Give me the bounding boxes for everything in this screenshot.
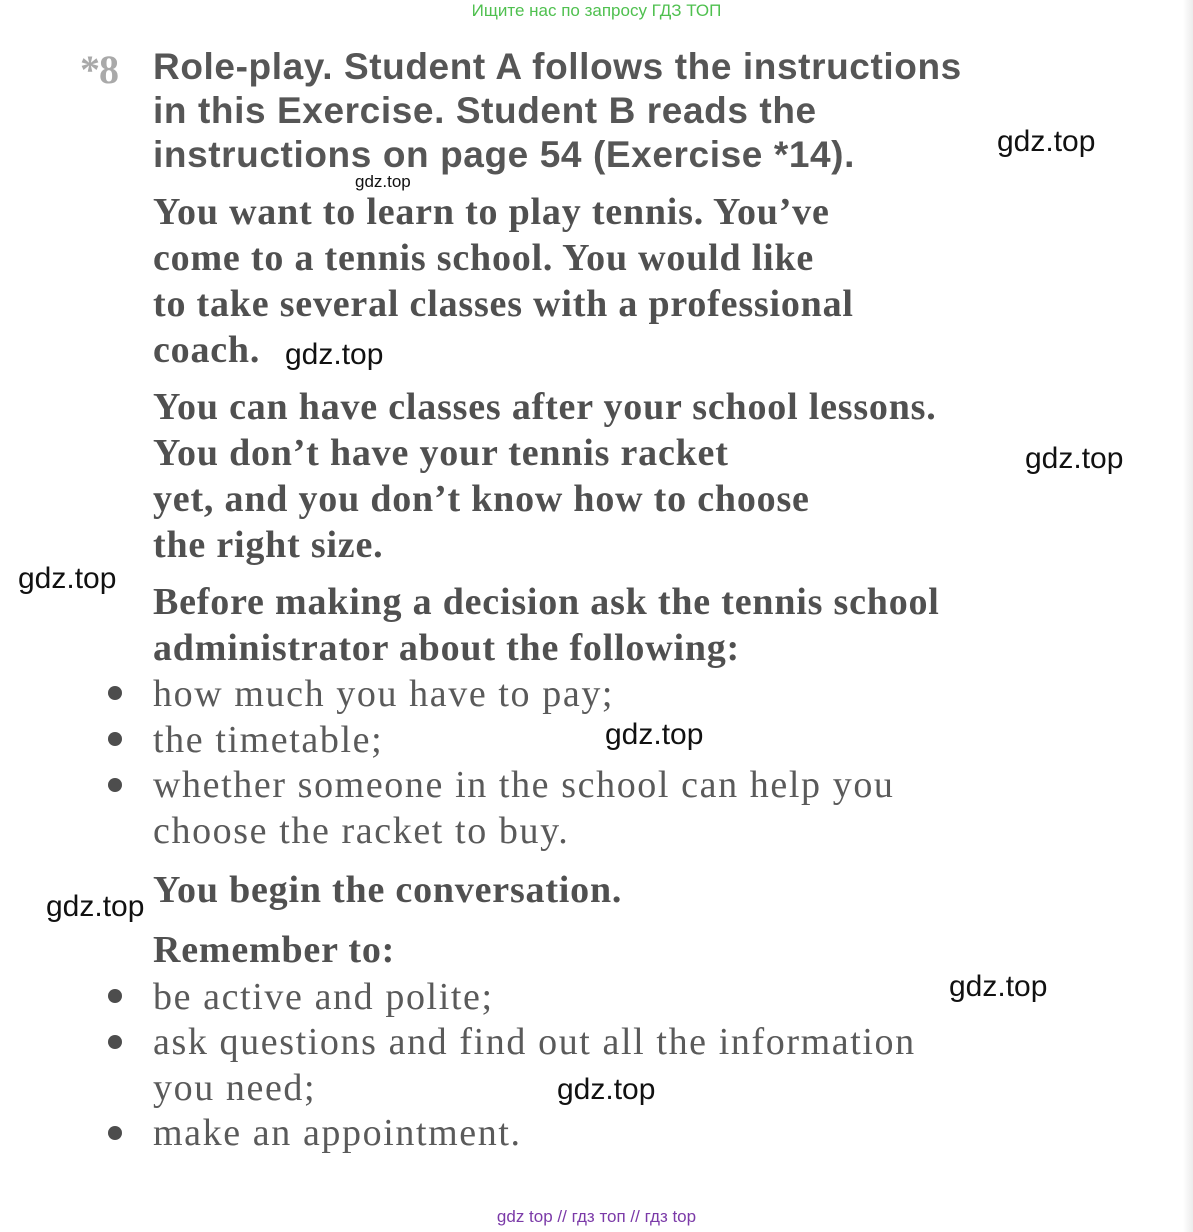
para2-line-3: yet, and you don’t know how to choose [153,478,810,520]
watermark: gdz.top [46,890,145,923]
bullet1-item-3-cont: choose the racket to buy. [153,810,570,852]
para3-line-2: administrator about the following: [153,627,741,669]
para2-line-2: You don’t have your tennis racket [153,432,729,474]
watermark: gdz.top [997,125,1096,158]
bullet1-item-3: whether someone in the school can help you [153,764,895,806]
heading-line-1: Role-play. Student A follows the instructions [153,46,962,87]
heading-line-2: in this Exercise. Student B reads the [153,90,817,131]
para1-line-2: come to a tennis school. You would like [153,237,815,279]
watermark: gdz.top [557,1073,656,1106]
page-edge [1183,0,1193,1232]
bottom-banner[interactable]: gdz top // гдз топ // гдз top [496,1207,697,1226]
para2-line-4: the right size. [153,524,384,566]
bullet-dot [108,778,122,792]
bullet2-item-1: be active and polite; [153,976,494,1018]
watermark: gdz.top [285,338,384,371]
bullet-dot [108,1126,122,1140]
bullet2-item-3: make an appointment. [153,1112,522,1154]
watermark-small: gdz.top [355,172,411,191]
top-banner[interactable]: Ищите нас по запросу ГДЗ ТОП [471,1,722,20]
begin-line: You begin the conversation. [153,869,623,911]
watermark: gdz.top [605,718,704,751]
para2-line-1: You can have classes after your school lessons. [153,386,937,428]
bullet-dot [108,1035,122,1049]
bullet-dot [108,732,122,746]
watermark: gdz.top [1025,442,1124,475]
bullet1-item-2: the timetable; [153,719,384,761]
bullet-dot [108,686,122,700]
watermark: gdz.top [949,970,1048,1003]
bullet2-item-2-cont: you need; [153,1067,317,1109]
para1-line-1: You want to learn to play tennis. You’ve [153,191,830,233]
para1-line-4: coach. [153,329,261,371]
para1-line-3: to take several classes with a professional [153,283,854,325]
bullet2-item-2: ask questions and find out all the information [153,1021,916,1063]
remember-line: Remember to: [153,929,396,971]
bullet1-item-1: how much you have to pay; [153,673,615,715]
heading-line-3: instructions on page 54 (Exercise *14). [153,134,855,175]
bullet-dot [108,989,122,1003]
exercise-number: *8 [80,47,118,92]
watermark: gdz.top [18,562,117,595]
para3-line-1: Before making a decision ask the tennis school [153,581,940,623]
